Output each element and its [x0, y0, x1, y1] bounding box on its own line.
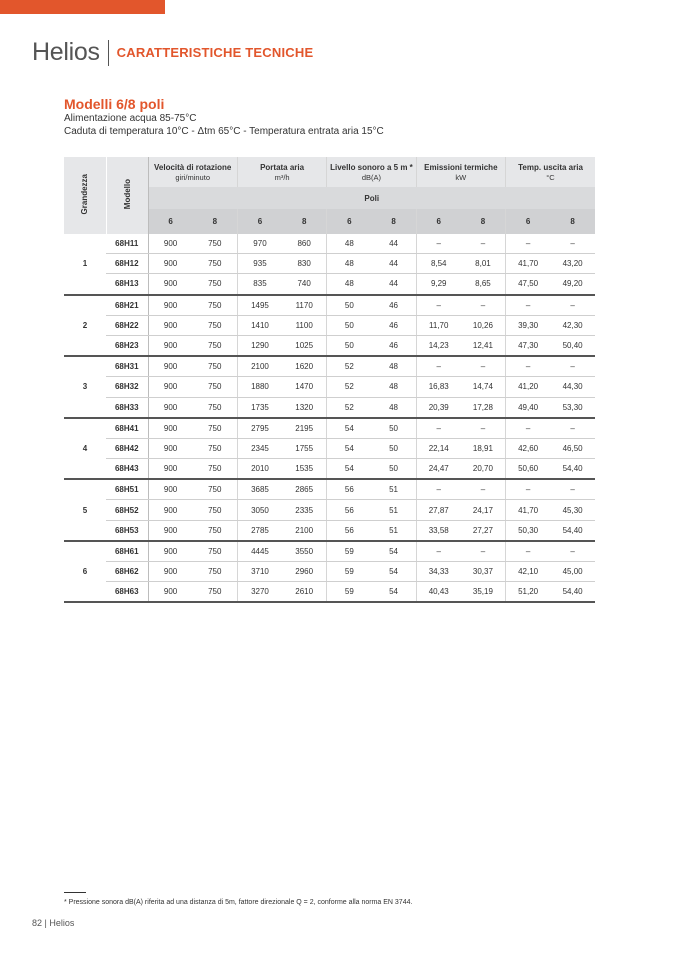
pole-header: 8 — [461, 209, 506, 234]
value-cell: 20,70 — [461, 459, 506, 480]
value-cell: 1735 — [237, 397, 282, 418]
value-cell: 1535 — [282, 459, 327, 480]
value-cell: – — [550, 541, 595, 562]
value-cell: 8,54 — [416, 254, 461, 274]
value-cell: 900 — [148, 356, 193, 377]
model-column-header: Modello — [106, 157, 148, 234]
table-row — [64, 500, 595, 520]
pole-header: 8 — [550, 209, 595, 234]
group-header-airflow: Portata aria m³/h — [237, 157, 326, 187]
value-cell: 900 — [148, 541, 193, 562]
value-cell: – — [550, 234, 595, 254]
pole-header: 6 — [237, 209, 282, 234]
value-cell: 20,39 — [416, 397, 461, 418]
value-cell: 10,26 — [461, 315, 506, 335]
model-cell: 68H22 — [106, 315, 148, 335]
poles-header: Poli — [148, 187, 595, 209]
value-cell: 750 — [193, 335, 238, 356]
value-cell: 2795 — [237, 418, 282, 439]
group-header-outlet-temp: Temp. uscita aria °C — [506, 157, 595, 187]
value-cell: 22,14 — [416, 438, 461, 458]
models-title: Modelli 6/8 poli — [64, 96, 165, 112]
value-cell: 14,74 — [461, 377, 506, 397]
table-row — [64, 295, 595, 316]
table-row — [64, 397, 595, 418]
table-row — [64, 274, 595, 295]
value-cell: – — [416, 541, 461, 562]
value-cell: 3050 — [237, 500, 282, 520]
value-cell: 33,58 — [416, 520, 461, 541]
value-cell: 54 — [327, 418, 372, 439]
value-cell: 46,50 — [550, 438, 595, 458]
value-cell: – — [416, 356, 461, 377]
value-cell: – — [506, 479, 551, 500]
value-cell: 3270 — [237, 582, 282, 603]
value-cell: – — [506, 418, 551, 439]
value-cell: 54 — [371, 562, 416, 582]
value-cell: 2195 — [282, 418, 327, 439]
value-cell: 51 — [371, 479, 416, 500]
model-cell: 68H21 — [106, 295, 148, 316]
value-cell: 42,10 — [506, 562, 551, 582]
table-row — [64, 356, 595, 377]
value-cell: 42,30 — [550, 315, 595, 335]
value-cell: 56 — [327, 479, 372, 500]
model-cell: 68H41 — [106, 418, 148, 439]
model-cell: 68H63 — [106, 582, 148, 603]
value-cell: 1290 — [237, 335, 282, 356]
value-cell: 750 — [193, 274, 238, 295]
value-cell: 44 — [371, 234, 416, 254]
value-cell: 54 — [327, 438, 372, 458]
value-cell: 900 — [148, 397, 193, 418]
value-cell: 1470 — [282, 377, 327, 397]
value-cell: 1170 — [282, 295, 327, 316]
value-cell: 1410 — [237, 315, 282, 335]
value-cell: 59 — [327, 582, 372, 603]
value-cell: – — [506, 295, 551, 316]
value-cell: – — [461, 295, 506, 316]
value-cell: 750 — [193, 397, 238, 418]
value-cell: 44 — [371, 254, 416, 274]
value-cell: 52 — [327, 356, 372, 377]
value-cell: 34,33 — [416, 562, 461, 582]
group-header-heat-output: Emissioni termiche kW — [416, 157, 505, 187]
value-cell: – — [550, 418, 595, 439]
value-cell: 48 — [327, 274, 372, 295]
value-cell: 43,20 — [550, 254, 595, 274]
pole-header: 8 — [282, 209, 327, 234]
value-cell: 750 — [193, 582, 238, 603]
value-cell: 42,60 — [506, 438, 551, 458]
value-cell: 48 — [371, 356, 416, 377]
value-cell: 2610 — [282, 582, 327, 603]
value-cell: 41,20 — [506, 377, 551, 397]
value-cell: – — [461, 418, 506, 439]
value-cell: 46 — [371, 315, 416, 335]
value-cell: 900 — [148, 500, 193, 520]
value-cell: 2960 — [282, 562, 327, 582]
value-cell: – — [461, 541, 506, 562]
group-header-rotation: Velocità di rotazione giri/minuto — [148, 157, 237, 187]
value-cell: – — [461, 479, 506, 500]
value-cell: 54 — [371, 541, 416, 562]
value-cell: 35,19 — [461, 582, 506, 603]
group-header-sound-level: Livello sonoro a 5 m * dB(A) — [327, 157, 416, 187]
value-cell: 56 — [327, 500, 372, 520]
pole-header: 8 — [371, 209, 416, 234]
value-cell: 50,30 — [506, 520, 551, 541]
table-row — [64, 234, 595, 254]
value-cell: 16,83 — [416, 377, 461, 397]
value-cell: 1755 — [282, 438, 327, 458]
table-row — [64, 438, 595, 458]
value-cell: 27,87 — [416, 500, 461, 520]
pole-header: 8 — [193, 209, 238, 234]
table-row — [64, 582, 595, 603]
temperature-conditions: Caduta di temperatura 10°C - Δtm 65°C - Temperatura entrata aria 15°C — [64, 126, 384, 137]
value-cell: 47,50 — [506, 274, 551, 295]
value-cell: 49,20 — [550, 274, 595, 295]
value-cell: 48 — [371, 377, 416, 397]
value-cell: 53,30 — [550, 397, 595, 418]
value-cell: 3550 — [282, 541, 327, 562]
value-cell: 8,65 — [461, 274, 506, 295]
model-cell: 68H33 — [106, 397, 148, 418]
table-row — [64, 418, 595, 439]
model-cell: 68H32 — [106, 377, 148, 397]
model-cell: 68H12 — [106, 254, 148, 274]
page-footer — [32, 918, 74, 928]
table-row — [64, 459, 595, 480]
value-cell: 900 — [148, 234, 193, 254]
value-cell: 2100 — [237, 356, 282, 377]
value-cell: 54 — [327, 459, 372, 480]
value-cell: 750 — [193, 479, 238, 500]
value-cell: – — [506, 541, 551, 562]
value-cell: 44,30 — [550, 377, 595, 397]
value-cell: 59 — [327, 562, 372, 582]
value-cell: 900 — [148, 315, 193, 335]
value-cell: – — [550, 356, 595, 377]
value-cell: – — [506, 356, 551, 377]
value-cell: 900 — [148, 459, 193, 480]
value-cell: 2785 — [237, 520, 282, 541]
value-cell: 50 — [327, 315, 372, 335]
value-cell: 900 — [148, 520, 193, 541]
value-cell: 750 — [193, 562, 238, 582]
value-cell: – — [416, 418, 461, 439]
model-cell: 68H51 — [106, 479, 148, 500]
size-cell: 4 — [64, 418, 106, 480]
value-cell: 12,41 — [461, 335, 506, 356]
value-cell: 900 — [148, 418, 193, 439]
model-cell: 68H61 — [106, 541, 148, 562]
value-cell: 51,20 — [506, 582, 551, 603]
value-cell: 1025 — [282, 335, 327, 356]
value-cell: 2865 — [282, 479, 327, 500]
value-cell: 14,23 — [416, 335, 461, 356]
value-cell: 1880 — [237, 377, 282, 397]
value-cell: 49,40 — [506, 397, 551, 418]
pole-header: 6 — [148, 209, 193, 234]
table-row — [64, 541, 595, 562]
supply-conditions: Alimentazione acqua 85-75°C — [64, 113, 197, 124]
value-cell: 2010 — [237, 459, 282, 480]
size-cell: 6 — [64, 541, 106, 603]
value-cell: 3685 — [237, 479, 282, 500]
footer-divider: | — [44, 918, 47, 928]
value-cell: 830 — [282, 254, 327, 274]
value-cell: 900 — [148, 582, 193, 603]
value-cell: 39,30 — [506, 315, 551, 335]
value-cell: 835 — [237, 274, 282, 295]
footnote: * Pressione sonora dB(A) riferita ad una distanza di 5m, fattore direzionale Q = 2, conforme alla norma EN 3744. — [64, 899, 413, 906]
value-cell: 750 — [193, 541, 238, 562]
value-cell: 54 — [371, 582, 416, 603]
value-cell: 45,00 — [550, 562, 595, 582]
value-cell: 48 — [371, 397, 416, 418]
table-body — [64, 234, 595, 602]
value-cell: 46 — [371, 335, 416, 356]
value-cell: – — [550, 479, 595, 500]
value-cell: 750 — [193, 377, 238, 397]
page-number: 82 — [32, 918, 43, 928]
pole-header: 6 — [327, 209, 372, 234]
model-cell: 68H13 — [106, 274, 148, 295]
value-cell: 50 — [327, 335, 372, 356]
value-cell: 54,40 — [550, 582, 595, 603]
value-cell: 48 — [327, 234, 372, 254]
value-cell: 900 — [148, 438, 193, 458]
value-cell: 900 — [148, 295, 193, 316]
value-cell: 4445 — [237, 541, 282, 562]
value-cell: 50 — [371, 459, 416, 480]
value-cell: 1620 — [282, 356, 327, 377]
table-row — [64, 479, 595, 500]
value-cell: – — [416, 234, 461, 254]
value-cell: 24,17 — [461, 500, 506, 520]
pole-header: 6 — [416, 209, 461, 234]
technical-specs-table — [64, 157, 595, 603]
value-cell: 3710 — [237, 562, 282, 582]
size-cell: 2 — [64, 295, 106, 357]
value-cell: 900 — [148, 377, 193, 397]
value-cell: 2100 — [282, 520, 327, 541]
model-cell: 68H53 — [106, 520, 148, 541]
value-cell: 935 — [237, 254, 282, 274]
value-cell: 50 — [371, 418, 416, 439]
value-cell: 900 — [148, 562, 193, 582]
value-cell: – — [550, 295, 595, 316]
value-cell: 50,60 — [506, 459, 551, 480]
value-cell: 41,70 — [506, 254, 551, 274]
value-cell: 52 — [327, 377, 372, 397]
table-row — [64, 377, 595, 397]
value-cell: 970 — [237, 234, 282, 254]
value-cell: 900 — [148, 335, 193, 356]
page-header — [32, 38, 313, 67]
table-row — [64, 315, 595, 335]
value-cell: – — [416, 479, 461, 500]
value-cell: 51 — [371, 500, 416, 520]
value-cell: 750 — [193, 438, 238, 458]
value-cell: 750 — [193, 356, 238, 377]
value-cell: 41,70 — [506, 500, 551, 520]
model-cell: 68H62 — [106, 562, 148, 582]
value-cell: 46 — [371, 295, 416, 316]
value-cell: 8,01 — [461, 254, 506, 274]
value-cell: 45,30 — [550, 500, 595, 520]
value-cell: 54,40 — [550, 520, 595, 541]
value-cell: 9,29 — [416, 274, 461, 295]
model-cell: 68H31 — [106, 356, 148, 377]
value-cell: 27,27 — [461, 520, 506, 541]
value-cell: 2335 — [282, 500, 327, 520]
footer-brand: Helios — [49, 918, 75, 928]
value-cell: 740 — [282, 274, 327, 295]
value-cell: 1495 — [237, 295, 282, 316]
value-cell: 24,47 — [416, 459, 461, 480]
value-cell: 750 — [193, 418, 238, 439]
value-cell: – — [461, 234, 506, 254]
value-cell: 30,37 — [461, 562, 506, 582]
footnote-rule — [64, 892, 86, 893]
value-cell: 40,43 — [416, 582, 461, 603]
value-cell: 52 — [327, 397, 372, 418]
model-cell: 68H11 — [106, 234, 148, 254]
value-cell: 47,30 — [506, 335, 551, 356]
value-cell: 18,91 — [461, 438, 506, 458]
value-cell: 44 — [371, 274, 416, 295]
table-row — [64, 254, 595, 274]
value-cell: 900 — [148, 254, 193, 274]
value-cell: 750 — [193, 234, 238, 254]
value-cell: 48 — [327, 254, 372, 274]
value-cell: 1320 — [282, 397, 327, 418]
value-cell: 750 — [193, 520, 238, 541]
size-column-header: Grandezza — [64, 157, 106, 234]
value-cell: 750 — [193, 254, 238, 274]
size-cell: 1 — [64, 234, 106, 295]
value-cell: 2345 — [237, 438, 282, 458]
size-cell: 3 — [64, 356, 106, 418]
size-cell: 5 — [64, 479, 106, 541]
value-cell: 54,40 — [550, 459, 595, 480]
value-cell: 50 — [371, 438, 416, 458]
value-cell: 750 — [193, 459, 238, 480]
value-cell: – — [416, 295, 461, 316]
model-cell: 68H52 — [106, 500, 148, 520]
value-cell: 59 — [327, 541, 372, 562]
value-cell: 51 — [371, 520, 416, 541]
model-cell: 68H42 — [106, 438, 148, 458]
header-divider — [108, 40, 109, 66]
value-cell: 750 — [193, 500, 238, 520]
value-cell: 50,40 — [550, 335, 595, 356]
value-cell: – — [461, 356, 506, 377]
table-row — [64, 562, 595, 582]
value-cell: 860 — [282, 234, 327, 254]
model-cell: 68H43 — [106, 459, 148, 480]
value-cell: – — [506, 234, 551, 254]
model-cell: 68H23 — [106, 335, 148, 356]
value-cell: 11,70 — [416, 315, 461, 335]
value-cell: 750 — [193, 295, 238, 316]
pole-header: 6 — [506, 209, 551, 234]
value-cell: 750 — [193, 315, 238, 335]
value-cell: 56 — [327, 520, 372, 541]
value-cell: 1100 — [282, 315, 327, 335]
value-cell: 900 — [148, 479, 193, 500]
value-cell: 900 — [148, 274, 193, 295]
table-row — [64, 520, 595, 541]
table-row — [64, 335, 595, 356]
value-cell: 50 — [327, 295, 372, 316]
brand-title: Helios — [32, 38, 100, 66]
value-cell: 17,28 — [461, 397, 506, 418]
section-title: CARATTERISTICHE TECNICHE — [116, 45, 314, 60]
top-accent-bar — [0, 0, 165, 14]
